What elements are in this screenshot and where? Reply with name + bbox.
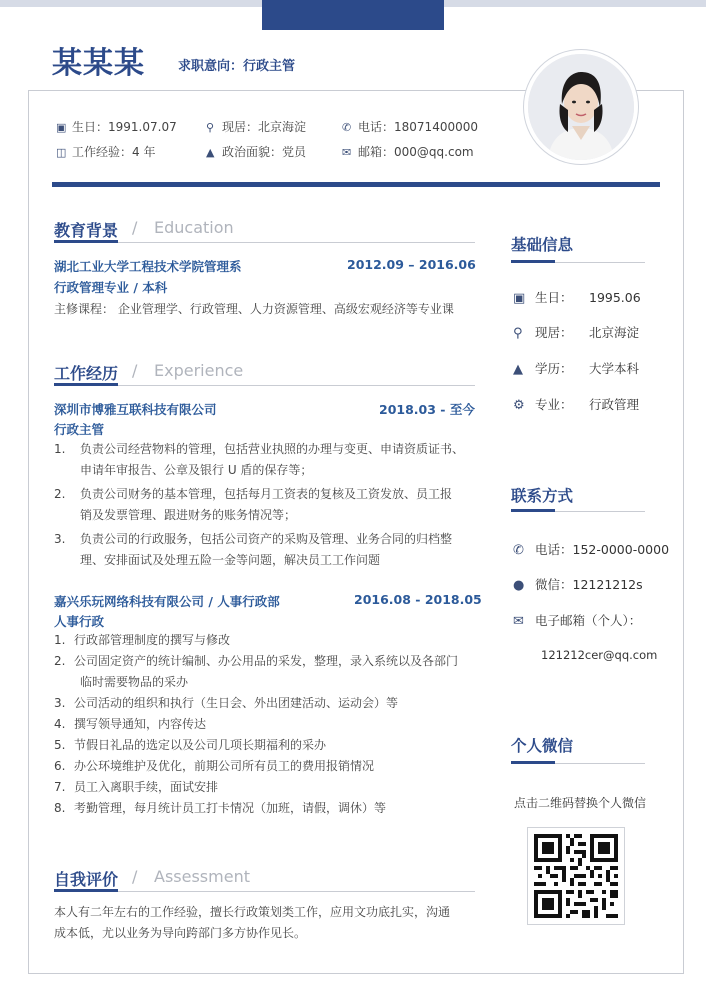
wechat-title: 个人微信 <box>511 737 574 755</box>
self-slash: / <box>132 867 138 886</box>
contact-panel-accent <box>511 509 555 512</box>
duty-line: 1. 行政部管理制度的撰写与修改 <box>54 633 231 647</box>
education-title: 教育背景 <box>54 221 119 240</box>
basic-education: ▲ 学历： 大学本科 <box>513 361 640 377</box>
wechat-accent <box>511 761 555 764</box>
work-slash: / <box>132 361 138 380</box>
self-line: 本人有二年左右的工作经验，擅长行政策划类工作，应用文功底扎实，沟通 <box>54 905 451 919</box>
job-2-duties <box>54 630 478 819</box>
duty-line: 4. 撰写领导通知，内容传达 <box>54 717 207 731</box>
duty-line: 3. 负责公司的行政服务，包括公司资产的采购及管理、业务合同的归档整 <box>54 532 453 546</box>
self-line: 成本低，尤以业务为导向跨部门多方协作见长。 <box>54 926 307 940</box>
basic-major: ⚙ 专业： 行政管理 <box>513 397 640 413</box>
location-icon: ⚲ <box>513 326 523 341</box>
header-divider <box>52 182 660 187</box>
duty-line: 理、安排面试及处理五险一金等问题，解决员工工作问题 <box>80 553 381 567</box>
education-accent <box>54 240 118 243</box>
duty-line: 销及发票管理、跟进财务的账务情况等； <box>80 508 297 522</box>
wechat-icon: ● <box>513 578 525 593</box>
mail-icon: ✉ <box>342 146 352 159</box>
self-accent <box>54 889 118 892</box>
phone-icon: ✆ <box>342 121 352 134</box>
duty-line: 1. 负责公司经营物料的管理，包括营业执照的办理与变更、申请资质证书、 <box>54 442 465 456</box>
job-1-date: 2018.03 - 至今 <box>379 402 475 417</box>
education-major: 行政管理专业 / 本科 <box>54 280 168 295</box>
contact-experience: ◫ 工作经验：4 年 <box>56 145 156 159</box>
gear-icon: ⚙ <box>513 398 525 413</box>
self-title: 自我评价 <box>54 870 119 889</box>
duty-line: 2. 负责公司财务的基本管理，包括每月工资表的复核及工资发放、员工报 <box>54 487 453 501</box>
self-en: Assessment <box>154 867 250 886</box>
wechat-hint: 点击二维码替换个人微信 <box>514 796 647 810</box>
job-2-date: 2016.08 - 2018.05 <box>354 592 482 607</box>
job-2-role: 人事行政 <box>54 614 105 629</box>
job-2-company: 嘉兴乐玩网络科技有限公司 / 人事行政部 <box>54 594 280 609</box>
job-intent: 求职意向：行政主管 <box>178 59 296 74</box>
self-text <box>54 902 478 944</box>
duty-line: 5. 节假日礼品的选定以及公司几项长期福利的采办 <box>54 738 327 752</box>
work-title: 工作经历 <box>54 364 119 383</box>
education-en: Education <box>154 218 234 237</box>
education-courses: 主修课程： 企业管理学、行政管理、人力资源管理、高级宏观经济等专业课 <box>54 302 454 316</box>
panel-email-value: 121212cer@qq.com <box>541 648 658 662</box>
top-tab <box>262 0 444 30</box>
basic-accent <box>511 260 555 263</box>
contact-panel-title: 联系方式 <box>511 487 574 505</box>
avatar[interactable] <box>524 50 638 164</box>
job-1-company: 深圳市博雅互联科技有限公司 <box>54 402 217 417</box>
panel-phone: ✆ 电话：152-0000-0000 <box>513 542 670 558</box>
phone-icon: ✆ <box>513 543 524 558</box>
location-icon: ⚲ <box>206 121 215 134</box>
mail-icon: ✉ <box>513 614 524 629</box>
work-accent <box>54 383 118 386</box>
contact-birthday: ▣ 生日：1991.07.07 <box>56 120 177 134</box>
education-slash: / <box>132 218 138 237</box>
graduation-icon: ▲ <box>513 362 523 377</box>
education-school: 湖北工业大学工程技术学院管理系 <box>54 259 242 274</box>
duty-line: 8. 考勤管理，每月统计员工打卡情况（加班，请假，调休）等 <box>54 801 387 815</box>
job-1-role: 行政主管 <box>54 422 105 437</box>
briefcase-icon: ◫ <box>56 146 67 159</box>
duty-line: 7. 员工入离职手续，面试安排 <box>54 780 219 794</box>
contact-email: ✉ 邮箱：000@qq.com <box>342 145 474 159</box>
basic-location: ⚲ 现居： 北京海淀 <box>513 325 640 341</box>
duty-line: 临时需要物品的采办 <box>80 675 189 689</box>
duty-line: 6. 办公环境维护及优化，前期公司所有员工的费用报销情况 <box>54 759 375 773</box>
contact-politics: ▲ 政治面貌：党员 <box>206 145 307 159</box>
panel-email: ✉ 电子邮箱（个人）： <box>513 613 642 629</box>
candidate-name: 某某某 <box>52 46 145 81</box>
basic-birthday: ▣ 生日： 1995.06 <box>513 290 641 306</box>
duty-line: 申请年审报告、公章及银行 U 盾的保存等； <box>80 463 313 477</box>
graduation-icon: ▲ <box>206 146 215 159</box>
calendar-icon: ▣ <box>513 291 526 306</box>
portrait-illustration <box>528 54 634 160</box>
calendar-icon: ▣ <box>56 121 67 134</box>
duty-line: 2. 公司固定资产的统计编制、办公用品的采发，整理，录入系统以及各部门 <box>54 654 459 668</box>
basic-title: 基础信息 <box>511 236 574 254</box>
wechat-qr-code[interactable] <box>527 827 625 925</box>
duty-line: 3. 公司活动的组织和执行（生日会、外出团建活动、运动会）等 <box>54 696 399 710</box>
qr-pattern <box>534 834 618 918</box>
panel-wechat: ● 微信：12121212s <box>513 577 643 593</box>
contact-location: ⚲ 现居：北京海淀 <box>206 120 307 134</box>
work-en: Experience <box>154 361 244 380</box>
contact-phone: ✆ 电话：18071400000 <box>342 120 478 134</box>
education-date: 2012.09 – 2016.06 <box>347 257 476 272</box>
job-1-duties <box>54 439 478 571</box>
